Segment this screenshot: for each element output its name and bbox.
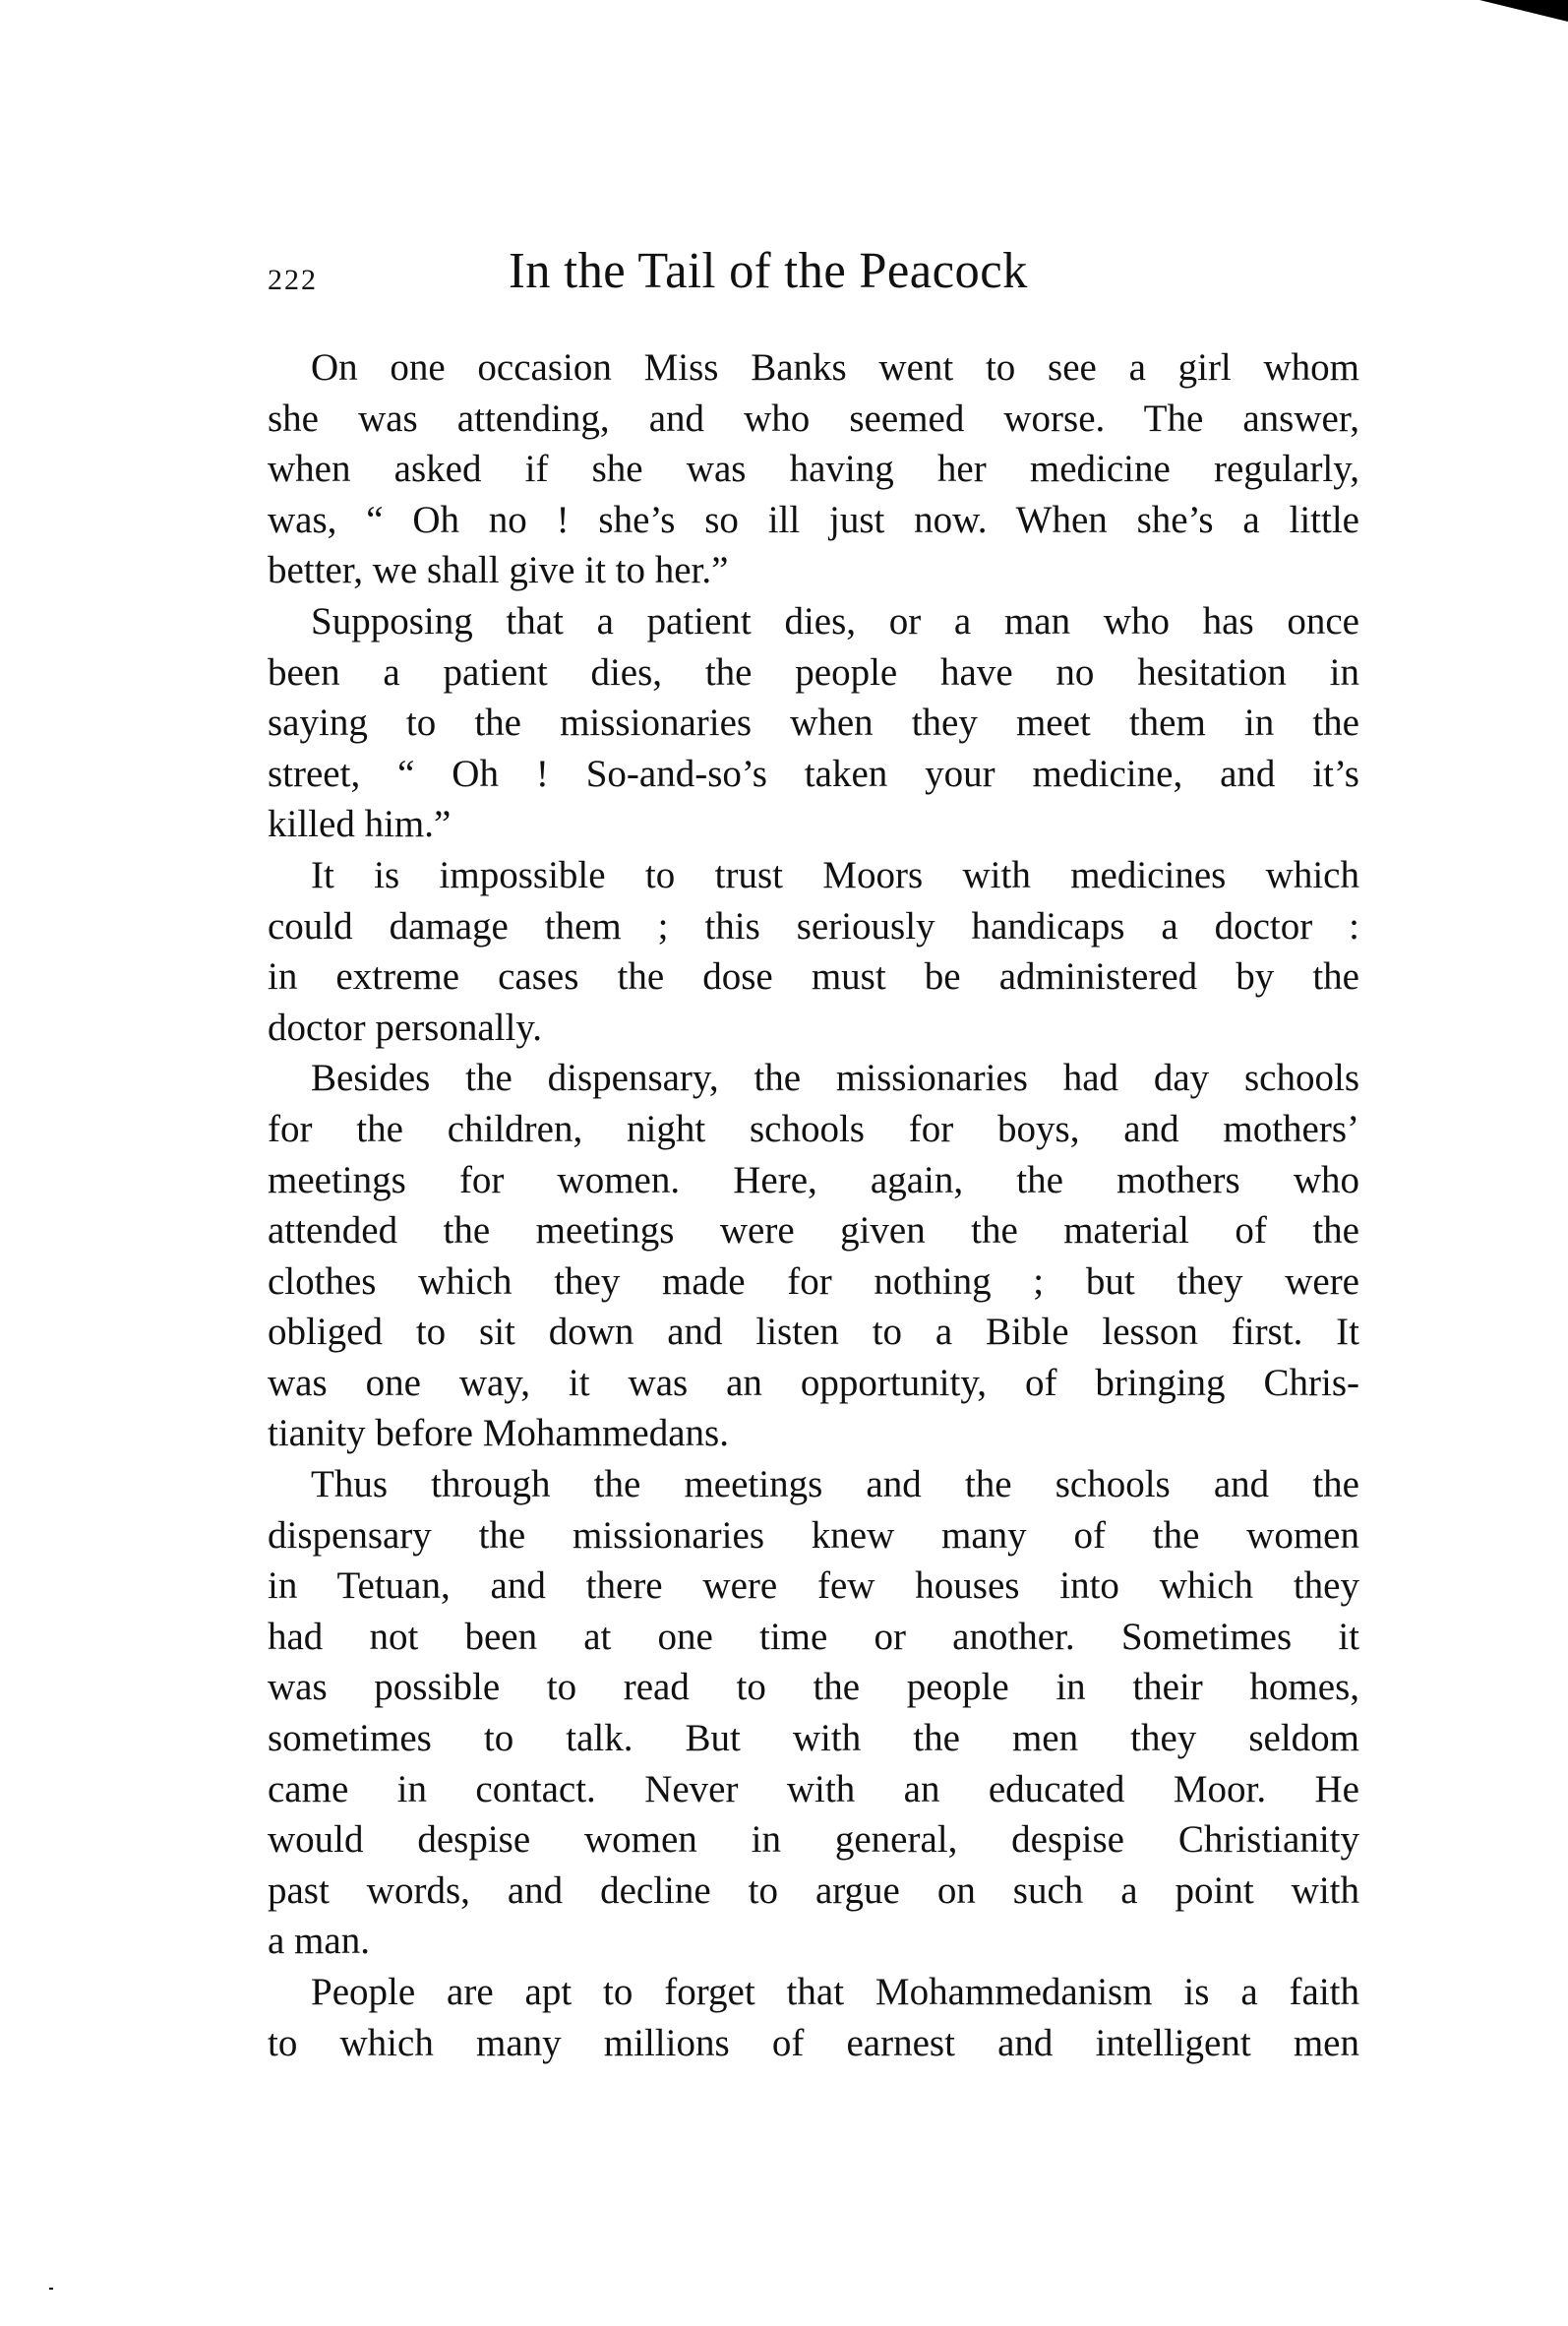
text-line: attended the meetings were given the material of the [268,1209,1359,1253]
text-line: past words, and decline to argue on such a point with [268,1868,1359,1912]
text-line: doctor personally. [268,1006,543,1049]
text-line: tianity before Mohammedans. [268,1412,729,1455]
text-line: saying to the missionaries when they meet them in the [268,702,1359,745]
text-line: meetings for women. Here, again, the mothers who [268,1158,1359,1201]
text-line: Besides the dispensary, the missionaries had day schools [311,1057,1359,1100]
text-line: been a patient dies, the people have no hesitation in [268,650,1359,694]
paragraph [268,850,1359,1053]
paragraph [268,1459,1359,1967]
paragraph [268,342,1359,596]
text-line: would despise women in general, despise Christianity [268,1818,1359,1862]
text-line: to which many millions of earnest and intelligent men [268,2021,1359,2064]
paragraph [268,1053,1359,1459]
text-line: Thus through the meetings and the schools and the [311,1463,1359,1506]
text-line: dispensary the missionaries knew many of the women [268,1513,1359,1557]
text-line: was possible to read to the people in their homes, [268,1666,1359,1709]
page-number: 222 [268,264,318,296]
text-line: killed him.” [268,803,452,846]
text-line: could damage them ; this seriously handicaps a doctor : [268,904,1359,948]
text-line: in extreme cases the dose must be administered by the [268,955,1359,999]
text-line: for the children, night schools for boys, and mothers’ [268,1107,1359,1150]
scan-speck [49,2288,53,2290]
running-head [268,242,1359,301]
text-line: sometimes to talk. But with the men they seldom [268,1717,1359,1760]
text-line: People are apt to forget that Mohammedanism is a faith [311,1971,1359,2013]
text-line: when asked if she was having her medicine regularly, [268,448,1359,491]
text-line: clothes which they made for nothing ; but they were [268,1259,1359,1303]
text-line: was one way, it was an opportunity, of bringing Chris- [268,1361,1359,1404]
running-title: In the Tail of the Peacock [509,243,1028,299]
text-line: a man. [268,1920,370,1963]
text-line: she was attending, and who seemed worse. The answer, [268,397,1359,440]
text-line: better, we shall give it to her.” [268,549,729,592]
text-line: came in contact. Never with an educated Moor. He [268,1767,1359,1810]
text-line: Supposing that a patient dies, or a man who has once [311,599,1359,643]
text-line: On one occasion Miss Banks went to see a girl whom [311,346,1359,389]
body-text [268,342,1359,2068]
text-line: was, “ Oh no ! she’s so ill just now. When she’s a little [268,498,1359,541]
paragraph [268,596,1359,850]
text-line: had not been at one time or another. Sometimes it [268,1615,1359,1658]
text-line: obliged to sit down and listen to a Bible lesson first. It [268,1311,1359,1354]
paragraph [268,1967,1359,2068]
text-line: It is impossible to trust Moors with medicines which [311,853,1359,896]
text-line: in Tetuan, and there were few houses into which they [268,1564,1359,1608]
text-line: street, “ Oh ! So-and-so’s taken your medicine, and it’s [268,752,1359,795]
scan-corner-artifact [1479,0,1568,22]
